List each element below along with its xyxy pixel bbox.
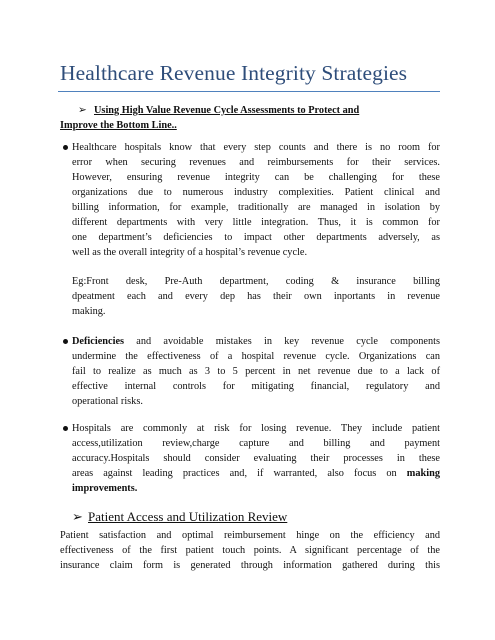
bold-term: Deficiencies [72,336,125,347]
section-heading [72,508,287,525]
text-line: organizations due to numerous industry complexities. Patient clinical and [72,187,440,198]
bullet-item-3 [60,421,440,496]
text-line: different departments with very little integration. Thus, it is common for [72,217,440,228]
title-underline-rule [58,91,440,92]
bullet-1-paragraph [72,140,440,260]
section-heading-text: Patient Access and Utilization Review [88,509,288,524]
bullet-dot-icon [63,145,68,150]
text-line: improvements. [72,483,138,494]
bullet-item-2 [60,334,440,409]
section-body-paragraph [60,528,440,573]
text-line: However, ensuring revenue integrity can be challenging for these [72,172,440,183]
text-line: Deficiencies and avoidable mistakes in key revenue cycle components [72,336,440,347]
arrow-bullet-icon: ➢ [78,105,87,116]
bullet-2-paragraph [72,334,440,409]
page-title: Healthcare Revenue Integrity Strategies [60,61,408,85]
bullet-1-example [72,274,440,319]
text-line: Healthcare hospitals know that every step counts and there is no room for [72,142,440,153]
text-line: Hospitals are commonly at risk for losing revenue. They include patient [72,423,440,434]
subheading-line-2: Improve the Bottom Line.. [60,120,177,131]
text-line: fail to realize as much as 3 to 5 percent in net revenue due to a lack of [72,366,440,377]
text-line: accuracy.Hospitals should consider evaluating their processes in these [72,453,440,464]
text-line: Patient satisfaction and optimal reimbursement hinge on the efficiency and [60,530,440,541]
subheading-line-1: Using High Value Revenue Cycle Assessments to Protect and [94,105,360,116]
bullet-dot-icon [63,339,68,344]
bullet-dot-icon [63,426,68,431]
arrow-bullet-icon: ➢ [72,509,83,524]
text-line: dpeatment each and every dep has their own inportants in revenue [72,291,440,302]
bullet-item-1 [60,140,440,319]
text-line: insurance claim form is generated through information gathered during this [60,560,440,571]
text-line: operational risks. [72,396,143,407]
text-line: Eg:Front desk, Pre-Auth department, coding & insurance billing [72,276,440,287]
text-line: making. [72,306,106,317]
bullet-3-paragraph [72,421,440,496]
text-line: error when securing revenues and reimbursements for their services. [72,157,440,168]
text-line: areas against leading practices and, if warranted, also focus on making [72,468,440,479]
text-line: undermine the effectiveness of a hospital revenue cycle. Organizations can [72,351,440,362]
bold-term: making [406,468,440,479]
text-line: effective internal controls for mitigating financial, regulatory and [72,381,440,392]
text-line: access,utilization review,charge capture and billing and payment [72,438,440,449]
text-line: well as the overall integrity of a hospital’s revenue cycle. [72,247,308,258]
text-line: effectiveness of the first patient touch points. A significant percentage of the [60,545,440,556]
subheading [60,103,450,133]
text-line: one department’s deficiencies to impact other departments adversely, as [72,232,440,243]
text-line: billing information, for example, traditionally are managed in isolation by [72,202,440,213]
